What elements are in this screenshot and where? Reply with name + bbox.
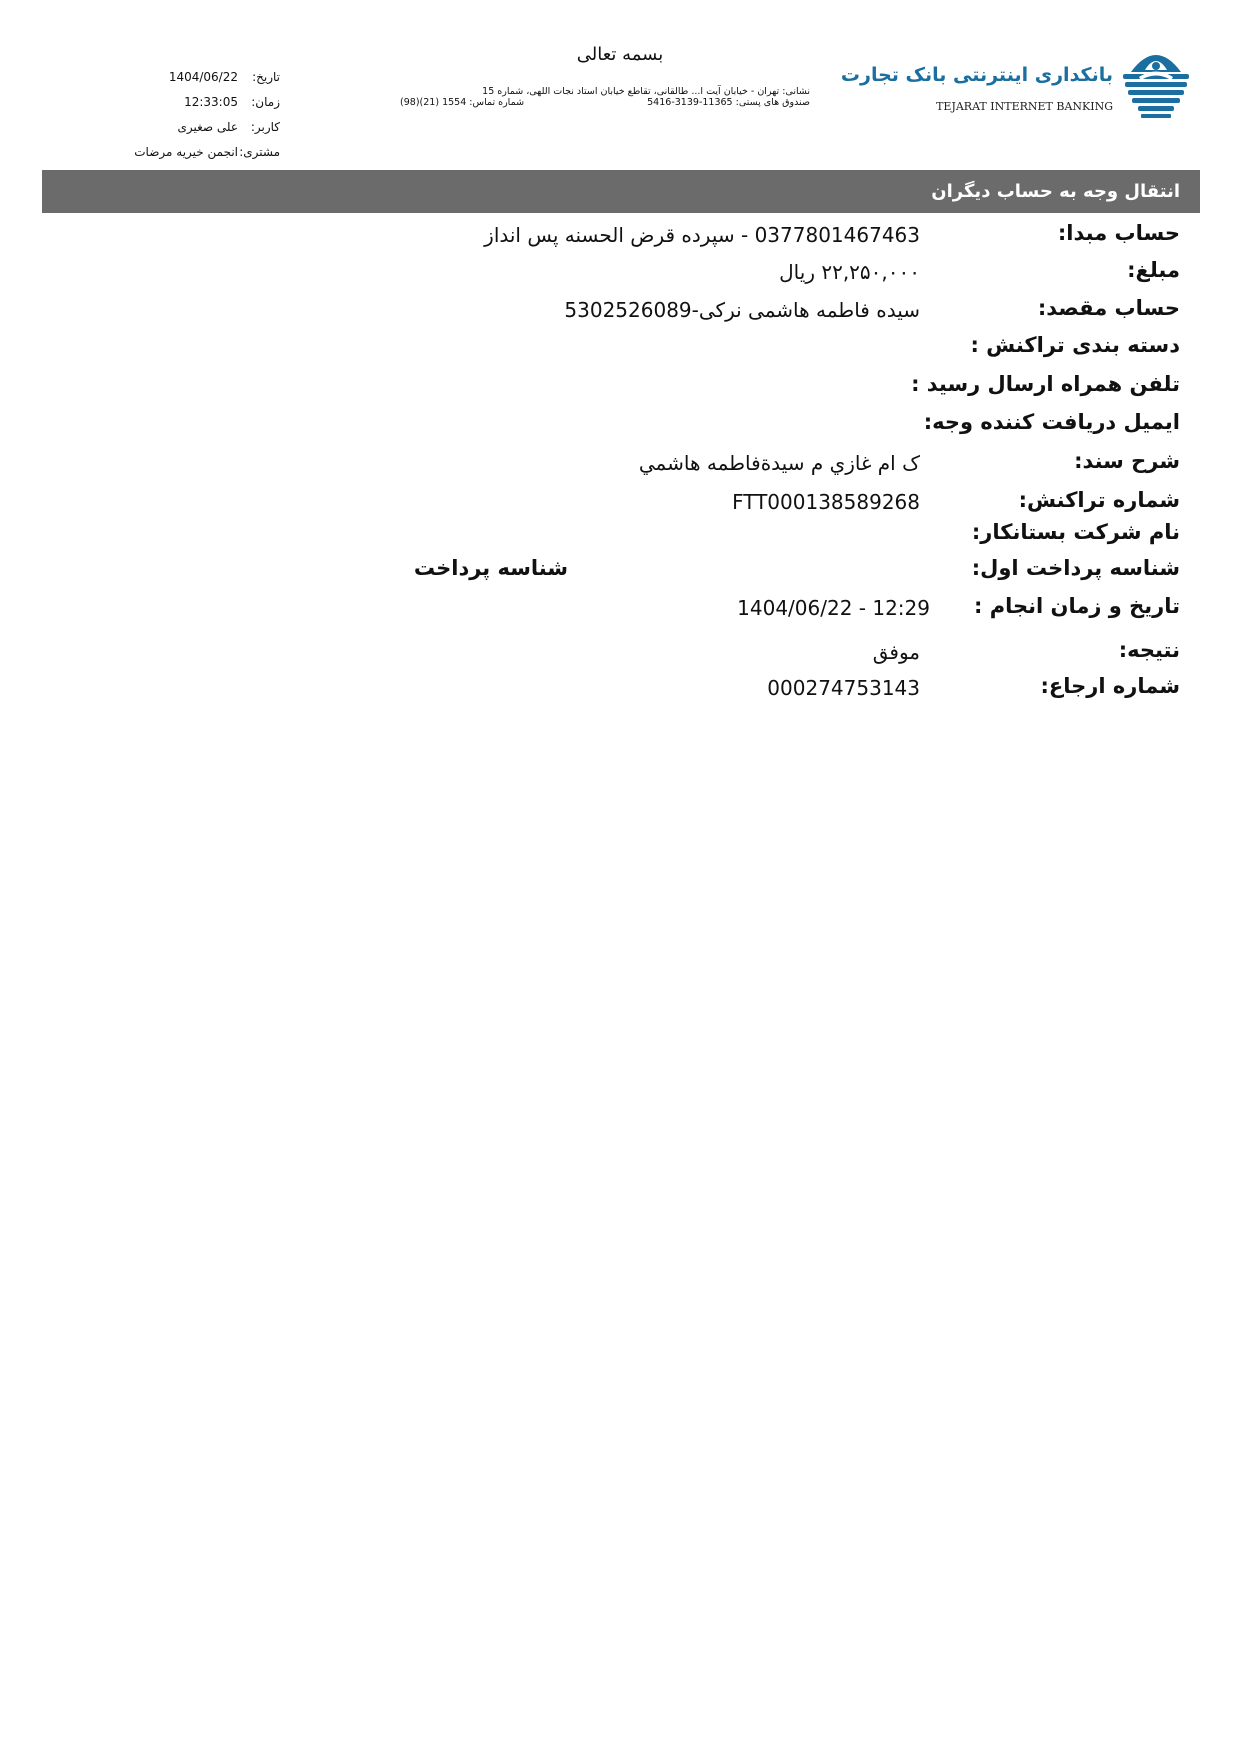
print-meta [100,64,280,164]
transaction-number-label: شماره تراکنش: [1018,488,1180,512]
reference-number-value: 000274753143 [767,676,920,700]
bank-logo [840,44,1195,122]
contact-row [400,97,810,108]
datetime-value: 1404/06/22 - 12:29 [737,596,930,620]
tejarat-bank-emblem-icon [1117,44,1195,122]
transaction-number-value: FTT000138589268 [732,490,920,514]
payment-id-value: شناسه پرداخت [413,556,568,580]
meta-user-row [100,114,280,139]
creditor-company-label: نام شرکت بستانکار: [971,520,1180,544]
description-value: ک ام غازي م سيدةفاطمه هاشمي [638,451,920,475]
bank-address [400,86,810,108]
page-title-banner: انتقال وجه به حساب دیگران [42,170,1200,213]
po-box: صندوق های پستی: 11365-3139-5416 [647,97,810,108]
meta-time-label: زمان: [251,94,280,109]
datetime-label: تاریخ و زمان انجام : [974,594,1180,618]
mobile-label: تلفن همراه ارسال رسید : [911,372,1180,396]
meta-user-value: علی صغیری [177,119,238,134]
meta-time-value: 12:33:05 [184,94,238,109]
source-account-label: حساب مبدا: [1057,221,1180,245]
result-label: نتیجه: [1118,638,1180,662]
result-value: موفق [872,640,920,664]
category-label: دسته بندی تراکنش : [970,333,1180,357]
meta-time-row [100,89,280,114]
dest-account-label: حساب مقصد: [1037,296,1180,320]
reference-number-label: شماره ارجاع: [1040,674,1180,698]
amount-label: مبلغ: [1127,258,1180,282]
source-account-value: 0377801467463 - سپرده قرض الحسنه پس انداز [484,223,920,247]
logo-name-fa: بانکداری اینترنتی بانک تجارت [840,64,1113,86]
meta-customer-value: انجمن خیریه مرضات [134,144,238,159]
meta-customer-row [100,139,280,164]
meta-date-value: 1404/06/22 [168,69,238,84]
header-title: بسمه تعالی [576,44,664,65]
dest-account-value: سیده فاطمه هاشمی نرکی-5302526089 [564,298,920,322]
amount-value: ۲۲,۲۵۰,۰۰۰ ریال [779,260,920,284]
meta-date-label: تاریخ: [252,69,280,84]
meta-user-label: کاربر: [250,119,280,134]
payment-id-label: شناسه پرداخت اول: [971,556,1180,580]
phone-number: شماره تماس: 1554 (21)(98) [400,97,525,108]
email-label: ایمیل دریافت کننده وجه: [923,410,1180,434]
meta-customer-label: مشتری: [239,144,280,159]
description-label: شرح سند: [1074,449,1180,473]
address-line: نشانی: تهران - خیابان آیت ا... طالقانی، تقاطع خیابان استاد نجات اللهی، شماره 15 [482,86,810,97]
logo-name-en: TEJARAT INTERNET BANKING [936,100,1113,113]
meta-date-row [100,64,280,89]
